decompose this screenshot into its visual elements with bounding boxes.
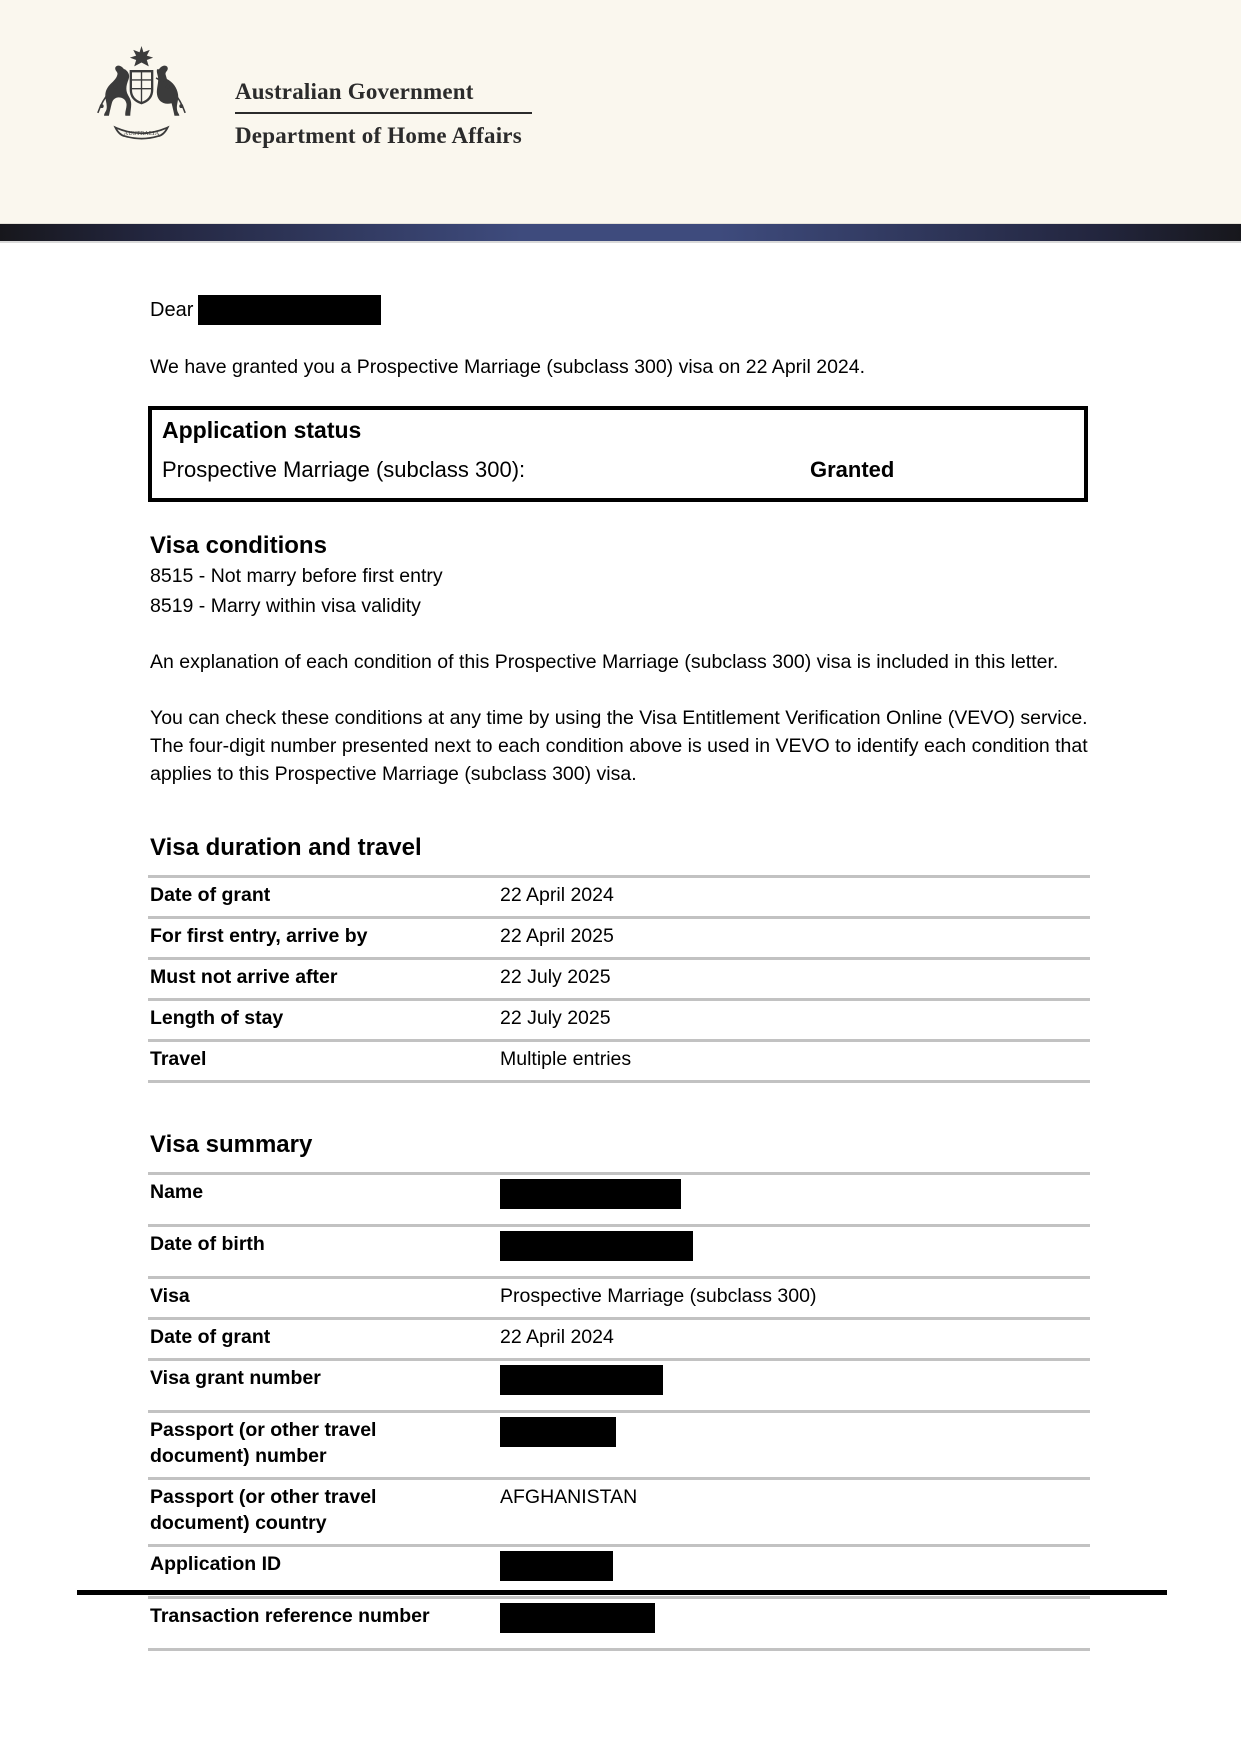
letterhead-divider [235, 112, 532, 114]
row-value [500, 1231, 1090, 1268]
grant-statement: We have granted you a Prospective Marriage (subclass 300) visa on 22 April 2024. [150, 356, 866, 378]
table-row-summary-date-of-grant [148, 1317, 1090, 1358]
greeting-line [150, 295, 1091, 325]
row-label: Transaction reference number [150, 1605, 430, 1627]
row-value [500, 1365, 1090, 1402]
svg-text:AUSTRALIA: AUSTRALIA [123, 130, 160, 138]
row-label: Travel [150, 1048, 207, 1070]
greeting-prefix: Dear [150, 298, 194, 321]
redaction-box-recipient-name [198, 295, 381, 325]
row-label: Visa grant number [150, 1367, 321, 1389]
header-gradient-bar [0, 224, 1241, 241]
row-value: 22 July 2025 [500, 1007, 611, 1029]
department-title: Department of Home Affairs [235, 123, 522, 148]
table-row-length-of-stay [148, 998, 1090, 1039]
table-row-name [148, 1172, 1090, 1224]
table-row-first-entry [148, 916, 1090, 957]
visa-duration-table [148, 875, 1090, 1083]
row-label: Date of grant [150, 884, 271, 906]
redaction-box-visa-grant-number [500, 1365, 663, 1395]
row-value: 22 April 2025 [500, 925, 614, 947]
visa-class-label: Prospective Marriage (subclass 300): [162, 457, 526, 482]
redaction-box-passport-number [500, 1417, 616, 1447]
status-granted-value: Granted [810, 457, 895, 482]
visa-condition-8515: 8515 - Not marry before first entry [150, 565, 443, 587]
visa-duration-heading: Visa duration and travel [150, 834, 422, 861]
government-title: Australian Government [235, 79, 474, 104]
row-value: Multiple entries [500, 1048, 632, 1070]
footer-divider-line [77, 1590, 1167, 1595]
row-label: Application ID [150, 1553, 282, 1575]
application-status-row [162, 457, 1074, 483]
table-row-travel [148, 1039, 1090, 1083]
row-label: For first entry, arrive by [150, 925, 368, 947]
redaction-box-name [500, 1179, 681, 1209]
row-label: Date of grant [150, 1326, 271, 1348]
row-value: 22 April 2024 [500, 1326, 614, 1348]
conditions-explanation-paragraph: An explanation of each condition of this Prospective Marriage (subclass 300) visa is included in this letter. [150, 651, 1059, 673]
table-row-passport-number [148, 1410, 1090, 1477]
table-row-transaction-reference [148, 1596, 1090, 1651]
visa-summary-table [148, 1172, 1090, 1651]
redaction-box-application-id [500, 1551, 613, 1581]
row-value: 22 July 2025 [500, 966, 611, 988]
row-label: Visa [150, 1285, 190, 1307]
row-label: Length of stay [150, 1007, 284, 1029]
visa-condition-8519: 8519 - Marry within visa validity [150, 595, 421, 617]
visa-conditions-heading: Visa conditions [150, 532, 327, 559]
letterhead [0, 0, 1241, 224]
table-row-date-of-grant [148, 875, 1090, 916]
table-row-must-not-arrive-after [148, 957, 1090, 998]
table-row-visa-grant-number [148, 1358, 1090, 1410]
row-value [500, 1179, 1090, 1216]
row-label: Date of birth [150, 1233, 265, 1255]
row-value: 22 April 2024 [500, 884, 614, 906]
row-value: AFGHANISTAN [500, 1486, 638, 1508]
application-status-title: Application status [162, 417, 362, 443]
row-label: Passport (or other travel document) country [150, 1486, 377, 1534]
vevo-paragraph: You can check these conditions at any time by using the Visa Entitlement Verification Online (VEVO) service. The four-digit number presented next to each condition above is used in VEVO to identify each condition that applies to this Prospective Marriage (subclass 300) visa. [150, 707, 1088, 785]
row-value [500, 1603, 1090, 1640]
row-value [500, 1417, 1090, 1469]
letterhead-titles [235, 79, 532, 149]
row-label: Name [150, 1181, 204, 1203]
row-value [500, 1551, 1090, 1588]
letter-body [0, 295, 1241, 1651]
table-row-application-id [148, 1544, 1090, 1596]
row-label: Passport (or other travel document) number [150, 1419, 377, 1467]
redaction-box-date-of-birth [500, 1231, 693, 1261]
row-value: Prospective Marriage (subclass 300) [500, 1285, 817, 1307]
table-row-visa [148, 1276, 1090, 1317]
application-status-box [148, 406, 1088, 502]
australian-coat-of-arms-icon [88, 45, 195, 142]
redaction-box-transaction-reference [500, 1603, 655, 1633]
table-row-date-of-birth [148, 1224, 1090, 1276]
visa-summary-heading: Visa summary [150, 1131, 313, 1158]
table-row-passport-country [148, 1477, 1090, 1544]
row-label: Must not arrive after [150, 966, 338, 988]
